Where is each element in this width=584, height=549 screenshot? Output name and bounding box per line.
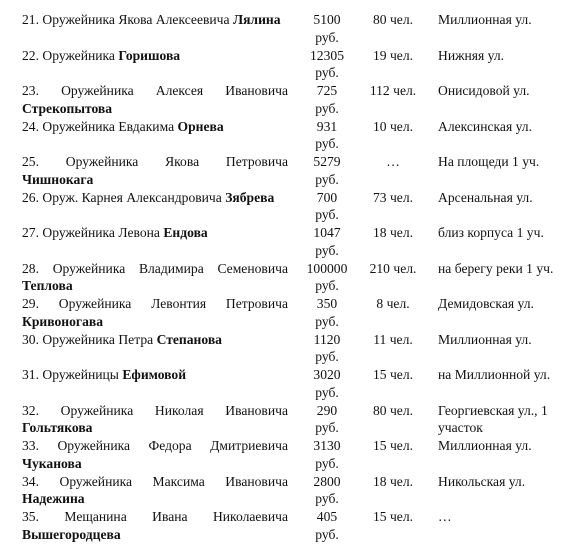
owner-name [22, 366, 288, 384]
owner-name-plain: Оружейника Максима Ивановича [59, 473, 288, 489]
owner-name [22, 331, 288, 349]
street-line-2: участок [438, 420, 483, 435]
owner-name-plain: Оружейника [42, 47, 115, 63]
owner-name-plain: Оружейника Якова Алексеевича [42, 12, 230, 27]
street-cell [438, 402, 584, 437]
price-unit: руб. [315, 313, 339, 329]
owner-surname: Надежина [22, 491, 85, 506]
price-unit: руб. [315, 100, 339, 116]
people-count: 8 чел. [376, 296, 410, 311]
price-unit: руб. [315, 242, 339, 258]
register-entry [0, 118, 584, 154]
owner-name-plain: Оружейника Алексея Ивановича [61, 83, 288, 98]
owner-name-plain: Оружейника Федора Дмитриевича [57, 438, 288, 453]
street-cell [438, 118, 584, 136]
price-unit: руб. [315, 207, 339, 222]
price-unit: руб. [315, 65, 339, 80]
entry-number: 26. [22, 189, 39, 205]
price-cell [298, 473, 356, 508]
register-entry [0, 47, 584, 83]
street-line-1: Онисидовой ул. [438, 83, 530, 98]
price-value: 5100 [313, 12, 341, 27]
street-cell [438, 437, 584, 455]
register-entry [0, 189, 584, 225]
people-count: 10 чел. [372, 118, 414, 134]
price-cell [298, 47, 356, 82]
entry-number: 31. [22, 367, 39, 382]
register-entry [0, 402, 584, 438]
owner-name-plain: Оружейника Петра [42, 331, 154, 347]
owner-name-plain: Оружейницы [42, 367, 119, 382]
street-line-1: Миллионная ул. [438, 12, 532, 27]
register-entry [0, 508, 584, 544]
entry-number: 23. [22, 83, 39, 98]
owner-name-plain: Оружейника Левона [42, 225, 160, 240]
owner-name [22, 402, 288, 437]
owner-surname: Зябрева [225, 189, 275, 205]
register-entry [0, 437, 584, 473]
price-value: 1120 [313, 331, 341, 347]
register-entry [0, 473, 584, 509]
owner-name [22, 295, 288, 330]
register-entry [0, 331, 584, 367]
price-cell [298, 366, 356, 401]
people-count: 18 чел. [372, 225, 414, 240]
people-count: … [386, 154, 400, 169]
street-cell [438, 331, 584, 349]
owner-surname: Ефимовой [122, 367, 187, 382]
price-value: 1047 [313, 225, 341, 240]
street-line-1: Георгиевская ул., 1 [438, 402, 548, 418]
price-cell [298, 402, 356, 437]
street-cell [438, 260, 584, 278]
entry-number: 21. [22, 12, 39, 27]
entry-number: 35. [22, 509, 39, 524]
people-count: 15 чел. [372, 438, 414, 453]
entry-number: 25. [22, 154, 39, 169]
owner-name [22, 118, 288, 136]
price-cell [298, 118, 356, 153]
price-unit: руб. [315, 278, 339, 293]
price-unit: руб. [315, 455, 339, 471]
entry-number: 27. [22, 225, 39, 240]
people-count: 15 чел. [372, 367, 414, 382]
owner-name [22, 508, 288, 543]
owner-name [22, 437, 288, 472]
entry-number: 34. [22, 473, 39, 489]
price-unit: руб. [315, 526, 339, 542]
owner-surname: Чишнокага [22, 171, 94, 187]
owner-name [22, 47, 288, 65]
price-cell [298, 331, 356, 366]
price-unit: руб. [315, 384, 339, 400]
people-count: 210 чел. [369, 260, 417, 276]
street-line-1: Миллионная ул. [438, 438, 532, 453]
owner-name [22, 11, 288, 29]
street-line-1: на Миллионной ул. [438, 367, 551, 382]
street-line-1: На площеди 1 уч. [438, 154, 540, 169]
owner-name [22, 189, 288, 207]
price-unit: руб. [315, 491, 339, 506]
owner-name [22, 473, 288, 508]
street-cell [438, 82, 584, 100]
people-count: 80 чел. [372, 12, 414, 27]
entry-number: 30. [22, 331, 39, 347]
people-count: 11 чел. [373, 331, 413, 347]
people-count: 80 чел. [372, 402, 414, 418]
price-unit: руб. [315, 349, 339, 364]
register-entry [0, 11, 584, 47]
price-value: 3020 [313, 367, 341, 382]
street-line-1: Алексинская ул. [438, 118, 532, 134]
owner-name [22, 260, 288, 295]
register-entry [0, 153, 584, 189]
price-cell [298, 153, 356, 188]
register-entry [0, 260, 584, 296]
owner-surname: Вышегородцева [22, 526, 121, 542]
price-cell [298, 189, 356, 224]
price-value: 405 [316, 509, 338, 524]
entry-number: 32. [22, 402, 39, 418]
price-cell [298, 437, 356, 472]
price-unit: руб. [315, 420, 339, 435]
entry-number: 29. [22, 296, 39, 311]
street-cell [438, 11, 584, 29]
price-unit: руб. [315, 136, 339, 151]
price-cell [298, 11, 356, 46]
owner-name-plain: Оружейника Владимира Семеновича [52, 260, 288, 276]
people-count: 19 чел. [372, 47, 414, 63]
owner-name [22, 153, 288, 188]
price-value: 2800 [313, 473, 341, 489]
price-cell [298, 82, 356, 117]
price-value: 5279 [313, 154, 341, 169]
price-unit: руб. [315, 171, 339, 187]
price-value: 725 [316, 83, 338, 98]
owner-name-plain: Оружейника Евдакима [42, 118, 175, 134]
street-cell [438, 189, 584, 207]
owner-surname: Стрекопытова [22, 100, 113, 116]
price-value: 700 [316, 189, 338, 205]
street-line-1: Демидовская ул. [438, 296, 534, 311]
owner-surname: Горишова [118, 47, 181, 63]
price-cell [298, 295, 356, 330]
price-value: 3130 [313, 438, 341, 453]
street-cell [438, 153, 584, 171]
street-cell [438, 473, 584, 491]
entry-number: 28. [22, 260, 39, 276]
entry-number: 22. [22, 47, 39, 63]
street-cell [438, 508, 584, 526]
owner-surname: Теплова [22, 278, 73, 293]
street-line-1: на берегу реки 1 уч. [438, 260, 554, 276]
register-entry [0, 295, 584, 331]
street-line-1: близ корпуса 1 уч. [438, 225, 544, 240]
owner-name-plain: Оружейника Якова Петровича [65, 154, 288, 169]
price-value: 100000 [306, 260, 348, 276]
price-cell [298, 260, 356, 295]
price-unit: руб. [315, 29, 339, 45]
price-cell [298, 508, 356, 543]
street-cell [438, 47, 584, 65]
owner-surname: Гольтякова [22, 420, 93, 435]
street-cell [438, 295, 584, 313]
price-cell [298, 224, 356, 259]
owner-name-plain: Мещанина Ивана Николаевича [64, 509, 288, 524]
street-line-1: Арсенальная ул. [438, 189, 533, 205]
owner-name-plain: Оружейника Николая Ивановича [60, 402, 288, 418]
people-count: 15 чел. [372, 509, 414, 524]
owner-surname: Ендова [163, 225, 208, 240]
street-cell [438, 366, 584, 384]
owner-surname: Степанова [156, 331, 222, 347]
owner-name [22, 82, 288, 117]
owner-surname: Лялина [232, 12, 281, 27]
street-line-1: … [438, 509, 452, 524]
price-value: 350 [316, 296, 338, 311]
price-value: 12305 [310, 47, 344, 63]
price-value: 931 [316, 118, 338, 134]
owner-surname: Орнева [177, 118, 224, 134]
street-line-1: Никольская ул. [438, 473, 526, 489]
entry-number: 33. [22, 438, 39, 453]
people-count: 18 чел. [372, 473, 414, 489]
entry-number: 24. [22, 118, 39, 134]
register-table [0, 11, 584, 544]
register-entry [0, 224, 584, 260]
people-count: 112 чел. [369, 83, 417, 98]
street-line-1: Миллионная ул. [438, 331, 532, 347]
owner-name-plain: Оружейника Левонтия Петровича [58, 296, 288, 311]
owner-name-plain: Оруж. Карнея Александровича [42, 189, 222, 205]
street-cell [438, 224, 584, 242]
owner-name [22, 224, 288, 242]
people-count: 73 чел. [372, 189, 414, 205]
price-value: 290 [316, 402, 338, 418]
street-line-1: Нижняя ул. [438, 47, 505, 63]
register-entry [0, 366, 584, 402]
owner-surname: Чуканова [22, 455, 82, 471]
owner-surname: Кривоногава [22, 313, 104, 329]
register-entry [0, 82, 584, 118]
